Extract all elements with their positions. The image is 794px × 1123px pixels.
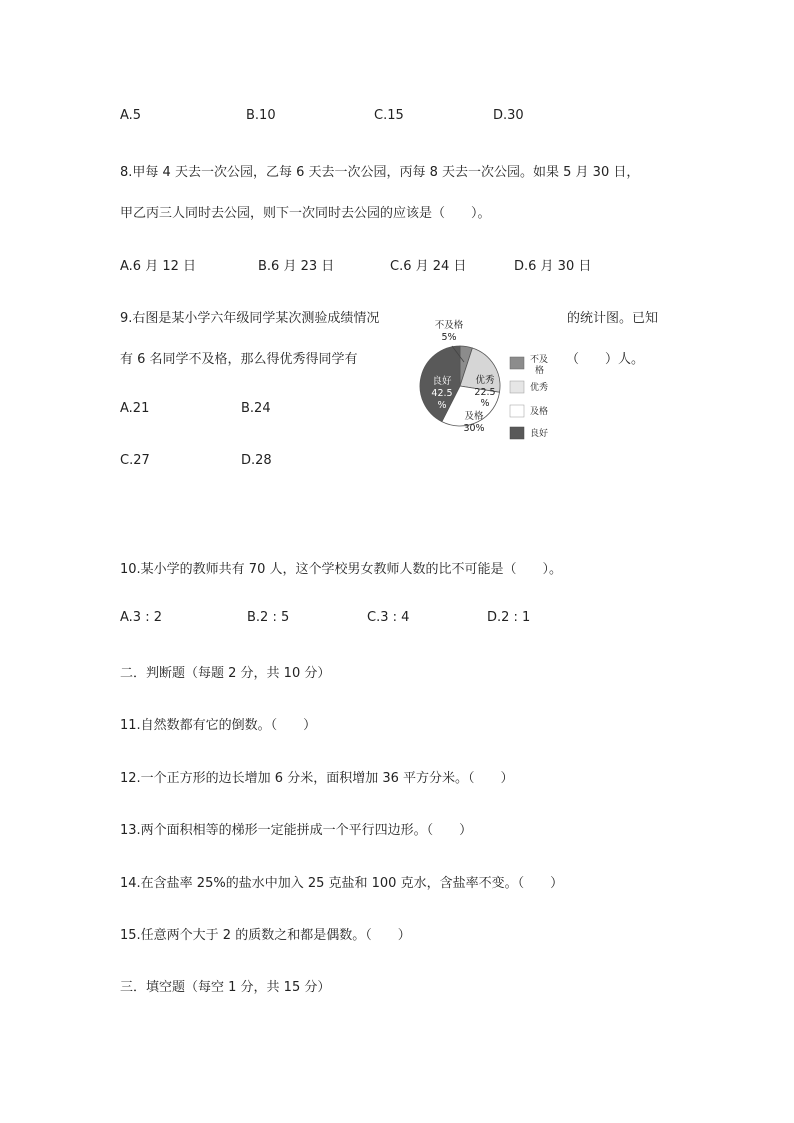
legend-label-jige: 及格: [530, 407, 549, 417]
label-youxiu-3: %: [480, 398, 490, 409]
section-3-title: 三．填空题（每空 1 分，共 15 分）: [120, 980, 331, 995]
legend-label-bujige-2: 格: [535, 366, 545, 376]
q10-option-a: A.3 : 2: [120, 610, 162, 625]
q9-option-a: A.21: [120, 401, 150, 416]
q9-option-c: C.27: [120, 453, 150, 468]
legend-swatch-jige: [510, 405, 524, 417]
q12-text: 12.一个正方形的边长增加 6 分米，面积增加 36 平方分米。（ ）: [120, 771, 514, 786]
q14-text: 14.在含盐率 25%的盐水中加入 25 克盐和 100 克水，含盐率不变。（ ）: [120, 876, 564, 891]
label-youxiu-1: 优秀: [475, 375, 495, 386]
label-lianghao-1: 良好: [432, 376, 452, 387]
q8-line-1: 8.甲每 4 天去一次公园，乙每 6 天去一次公园，丙每 8 天去一次公园。如果 5 月 30 日，: [120, 165, 640, 180]
label-jige-1: 及格: [464, 411, 484, 422]
q9-line-2b: （ ）人。: [566, 352, 645, 367]
legend-swatch-bujige: [510, 357, 524, 369]
q11-text: 11.自然数都有它的倒数。（ ）: [120, 718, 317, 733]
pie-chart: [400, 310, 570, 460]
legend-swatch-youxiu: [510, 381, 524, 393]
q13-text: 13.两个面积相等的梯形一定能拼成一个平行四边形。（ ）: [120, 823, 473, 838]
q8-option-a: A.6 月 12 日: [120, 259, 197, 274]
q9-line-1a: 9.右图是某小学六年级同学某次测验成绩情况: [120, 311, 380, 326]
label-bujige-1: 不及格: [434, 320, 464, 331]
q15-text: 15.任意两个大于 2 的质数之和都是偶数。（ ）: [120, 928, 411, 943]
label-lianghao-2: 42.5: [431, 388, 453, 399]
q10-option-b: B.2 : 5: [247, 610, 290, 625]
q7-option-c: C.15: [374, 108, 404, 123]
label-bujige-2: 5%: [441, 332, 457, 343]
legend-label-lianghao: 良好: [530, 429, 549, 439]
q8-option-d: D.6 月 30 日: [514, 259, 592, 274]
q9-line-1b: 的统计图。已知: [567, 311, 659, 326]
legend-label-youxiu: 优秀: [530, 383, 549, 393]
q7-option-a: A.5: [120, 108, 142, 123]
q7-option-d: D.30: [493, 108, 524, 123]
q10-text: 10.某小学的教师共有 70 人，这个学校男女教师人数的比不可能是（ ）。: [120, 562, 562, 577]
legend-label-bujige-1: 不及: [530, 355, 549, 365]
label-youxiu-2: 22.5: [474, 387, 496, 398]
q7-option-b: B.10: [246, 108, 276, 123]
q8-option-c: C.6 月 24 日: [390, 259, 467, 274]
q9-option-d: D.28: [241, 453, 272, 468]
q8-line-2: 甲乙丙三人同时去公园，则下一次同时去公园的应该是（ ）。: [120, 206, 491, 221]
q9-line-2a: 有 6 名同学不及格，那么得优秀得同学有: [120, 352, 358, 367]
q10-option-d: D.2 : 1: [487, 610, 531, 625]
label-jige-2: 30%: [463, 423, 485, 434]
q10-option-c: C.3 : 4: [367, 610, 410, 625]
legend-swatch-lianghao: [510, 427, 524, 439]
q9-option-b: B.24: [241, 401, 271, 416]
label-lianghao-3: %: [437, 400, 447, 411]
q8-option-b: B.6 月 23 日: [258, 259, 335, 274]
section-2-title: 二．判断题（每题 2 分，共 10 分）: [120, 666, 331, 681]
